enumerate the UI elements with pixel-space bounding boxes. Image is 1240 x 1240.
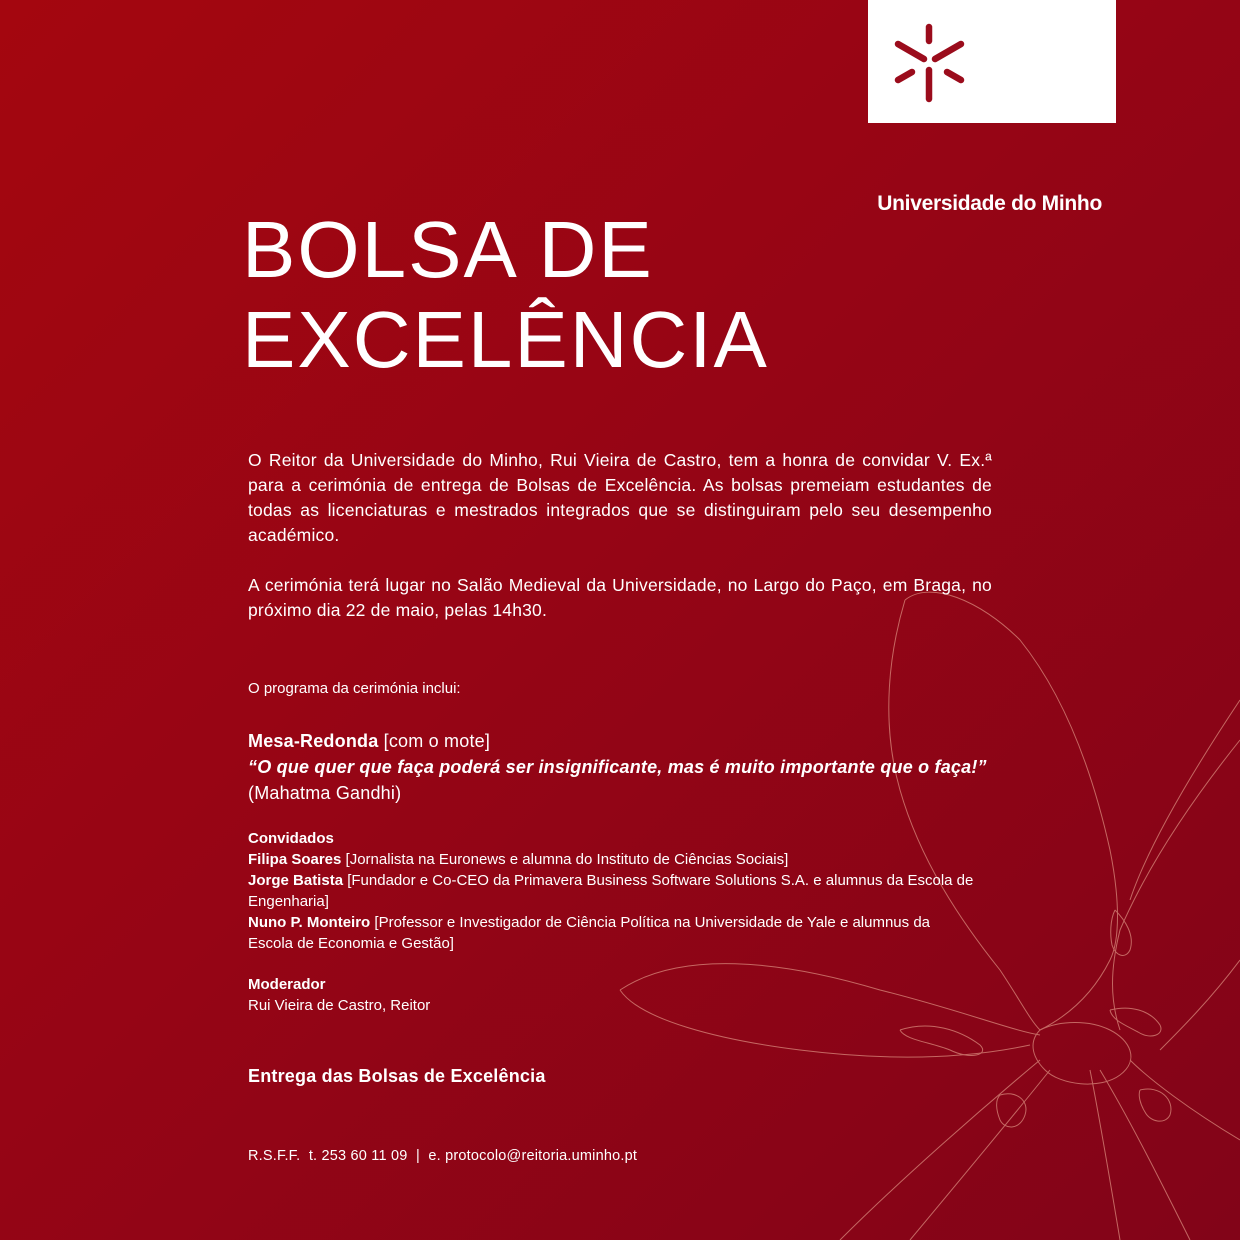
guest-name: Nuno P. Monteiro — [248, 914, 371, 931]
university-name: Universidade do Minho — [877, 192, 1102, 215]
moderator-heading: Moderador — [248, 976, 326, 993]
guest-desc: [Fundador e Co-CEO da Primavera Business Software Solutions S.A. e alumnus da Escola de Engenharia] — [248, 872, 974, 910]
title-line-1: BOLSA DE — [242, 205, 654, 294]
guests-section — [248, 828, 998, 954]
page-title — [242, 205, 769, 385]
university-logo — [868, 0, 1116, 123]
venue-paragraph: A cerimónia terá lugar no Salão Medieval da Universidade, no Largo do Paço, em Braga, no próximo dia 22 de maio, pelas 14h30. — [248, 575, 992, 620]
guest-name: Jorge Batista — [248, 872, 344, 889]
moderator-role: , Reitor — [381, 997, 431, 1014]
program-intro: O programa da cerimónia inclui: — [248, 680, 461, 697]
guest-desc: [Jornalista na Euronews e alumna do Instituto de Ciências Sociais] — [341, 851, 789, 868]
intro-paragraph: O Reitor da Universidade do Minho, Rui Vieira de Castro, tem a honra de convidar V. Ex.ª para a cerimónia de entrega de Bolsas de Excelência. As bolsas premeiam estudantes de todas as licenciaturas e mestrados integrados que se distinguiram pelo seu desempenho académico. — [248, 450, 992, 545]
quote-author: (Mahatma Gandhi) — [248, 783, 402, 803]
guest-item — [248, 849, 998, 870]
title-line-2: EXCELÊNCIA — [242, 295, 769, 384]
round-table — [248, 728, 992, 806]
guest-name: Filipa Soares — [248, 851, 342, 868]
uminho-asterisk-icon — [868, 0, 1116, 123]
quote: “O que quer que faça poderá ser insignificante, mas é muito importante que o faça!” — [248, 757, 987, 777]
award-ceremony: Entrega das Bolsas de Excelência — [248, 1066, 546, 1086]
moderator-section — [248, 974, 430, 1016]
round-table-label: Mesa-Redonda — [248, 731, 379, 751]
moderator-line — [248, 995, 430, 1016]
guests-heading: Convidados — [248, 830, 334, 847]
contact-info: R.S.F.F. t. 253 60 11 09 | e. protocolo@reitoria.uminho.pt — [248, 1148, 638, 1164]
guest-item — [248, 870, 998, 912]
guest-item — [248, 912, 938, 954]
moderator-name: Rui Vieira de Castro — [248, 997, 382, 1014]
round-table-suffix: [com o mote] — [378, 731, 491, 751]
guest-desc: [Professor e Investigador de Ciência Política na Universidade de Yale e alumnus da Escola de Economia e Gestão] — [248, 914, 931, 952]
